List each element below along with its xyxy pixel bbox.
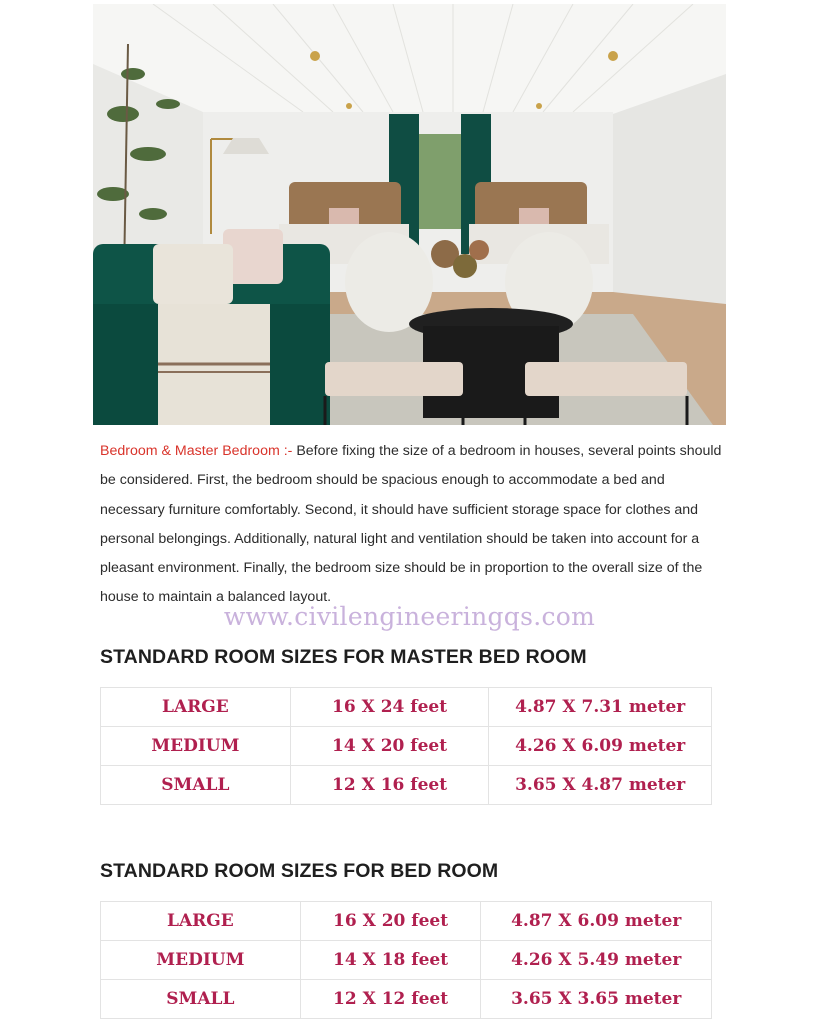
meter-cell: 4.87 X 6.09 meter — [481, 902, 712, 941]
table-row — [101, 941, 712, 980]
bedroom-table — [100, 901, 712, 1019]
bedroom-title: STANDARD ROOM SIZES FOR BED ROOM — [100, 860, 499, 882]
feet-cell: 14 X 18 feet — [300, 941, 481, 980]
watermark: www.civilengineeringqs.com — [223, 602, 596, 631]
master-bedroom-table — [100, 687, 712, 805]
size-cell: MEDIUM — [101, 727, 291, 766]
meter-cell: 4.26 X 5.49 meter — [481, 941, 712, 980]
table-row — [101, 980, 712, 1019]
size-cell: SMALL — [101, 766, 291, 805]
master-bedroom-title: STANDARD ROOM SIZES FOR MASTER BED ROOM — [100, 646, 587, 668]
meter-cell: 4.87 X 7.31 meter — [489, 688, 712, 727]
table-row — [101, 766, 712, 805]
bedroom-photo — [93, 4, 726, 425]
size-cell: SMALL — [101, 980, 301, 1019]
size-cell: MEDIUM — [101, 941, 301, 980]
feet-cell: 12 X 16 feet — [290, 766, 489, 805]
size-cell: LARGE — [101, 688, 291, 727]
intro-lead: Bedroom & Master Bedroom :- — [100, 443, 293, 459]
table-row — [101, 902, 712, 941]
size-cell: LARGE — [101, 902, 301, 941]
table-row — [101, 688, 712, 727]
meter-cell: 3.65 X 4.87 meter — [489, 766, 712, 805]
bedroom-illustration — [93, 4, 726, 425]
table-row — [101, 727, 712, 766]
feet-cell: 14 X 20 feet — [290, 727, 489, 766]
intro-paragraph — [100, 437, 725, 613]
meter-cell: 4.26 X 6.09 meter — [489, 727, 712, 766]
intro-body: Before fixing the size of a bedroom in houses, several points should be considered. First, the bedroom should be spacious enough to accommodate a bed and necessary furniture comfortably. Second, it should have sufficient storage space for clothes and personal belongings. Additionally, natural light and ventilation should be taken into account for a pleasant environment. Finally, the bedroom size should be in proportion to the overall size of the house to maintain a balanced layout. — [100, 443, 722, 606]
feet-cell: 16 X 20 feet — [300, 902, 481, 941]
meter-cell: 3.65 X 3.65 meter — [481, 980, 712, 1019]
feet-cell: 12 X 12 feet — [300, 980, 481, 1019]
feet-cell: 16 X 24 feet — [290, 688, 489, 727]
